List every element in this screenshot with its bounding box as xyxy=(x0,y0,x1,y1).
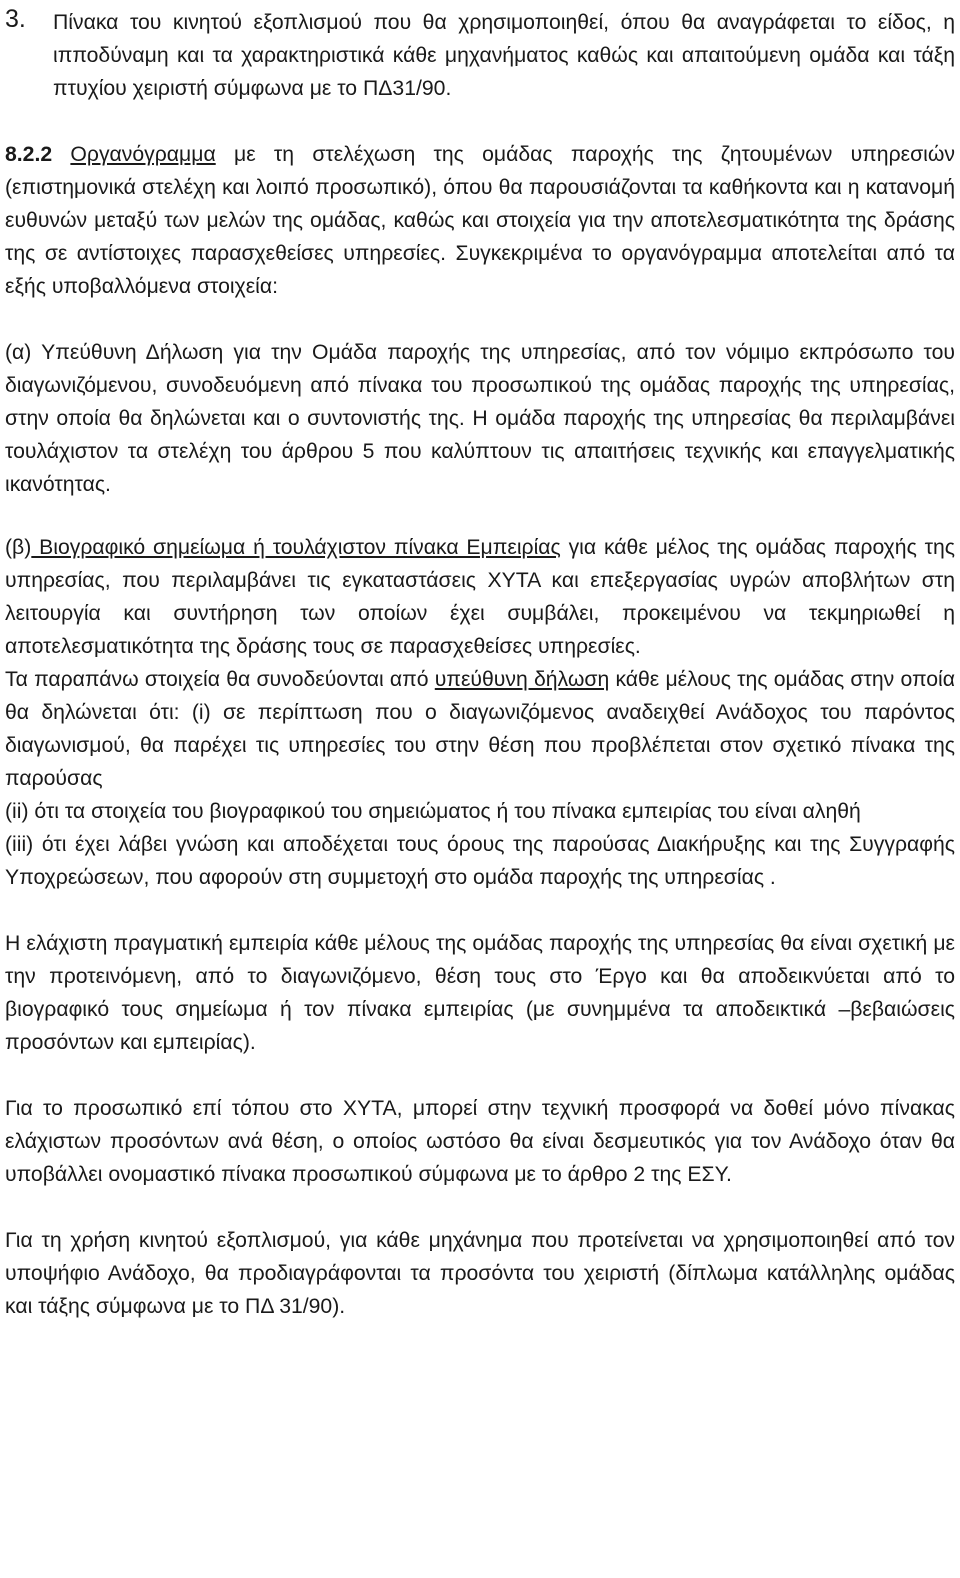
paragraph-iii: (iii) ότι έχει λάβει γνώση και αποδέχεται τους όρους της παρούσας Διακήρυξης και της Συγγραφής Υποχρεώσεων, που αφορούν στη συμμετοχή στο ομάδα παροχής της υπηρεσίας . xyxy=(5,833,955,889)
paragraph-ii: (ii) ότι τα στοιχεία του βιογραφικού του σημειώματος ή του πίνακα εμπειρίας του είναι αληθή xyxy=(5,800,861,823)
section-8-2-2 xyxy=(5,138,955,303)
paragraph-equipment: Για τη χρήση κινητού εξοπλισμού, για κάθε μηχάνημα που προτείνεται να χρησιμοποιηθεί από τον υποψήφιο Ανάδοχο, θα προδιαγράφονται τα προσόντα του χειριστή (δίπλωμα κατάλληλης ομάδας και τάξης σύμφωνα με το ΠΔ 31/90). xyxy=(5,1229,955,1318)
list-item-3 xyxy=(5,6,955,105)
paragraph-min-experience: Η ελάχιστη πραγματική εμπειρία κάθε μέλους της ομάδας παροχής της υπηρεσίας θα είναι σχετική με την προτεινόμενη, από το διαγωνιζόμενο, θέση τους στο Έργο και θα αποδεικνύεται από το βιογραφικό τους σημείωμα ή τον πίνακα εμπειρίας (με συνημμένα τα αποδεικτικά –βεβαιώσεις προσόντων και εμπειρίας). xyxy=(5,932,955,1054)
section-number: 8.2.2 xyxy=(5,143,53,166)
paragraph-staff: Για το προσωπικό επί τόπου στο ΧΥΤΑ, μπορεί στην τεχνική προσφορά να δοθεί μόνο πίνακας ελάχιστων προσόντων ανά θέση, ο οποίος ωστόσο θα είναι δεσμευτικός για τον Ανάδοχο όταν θα υποβάλλει ονομαστικό πίνακα προσωπικού σύμφωνα με το άρθρο 2 της ΕΣΥ. xyxy=(5,1097,955,1186)
paragraph-a: (α) Υπεύθυνη Δήλωση για την Ομάδα παροχής της υπηρεσίας, από τον νόμιμο εκπρόσωπο του διαγωνιζόμενου, συνοδευόμενη από πίνακα του προσωπικού της ομάδας παροχής της υπηρεσίας, στην οποία θα δηλώνεται και ο συντονιστής της. Η ομάδα παροχής της υπηρεσίας θα περιλαμβάνει τουλάχιστον τα στελέχη του άρθρου 5 που καλύπτουν τις απαιτήσεις τεχνικής και επαγγελματικής ικανότητας. xyxy=(5,341,955,496)
paragraph-declaration-underlined: υπεύθυνη δήλωση xyxy=(434,668,610,691)
paragraph-b xyxy=(5,531,955,663)
list-item-text: Πίνακα του κινητού εξοπλισμού που θα χρησιμοποιηθεί, όπου θα αναγράφεται το είδος, η ιπποδύναμη και τα χαρακτηριστικά κάθε μηχανήματος καθώς και απαιτούμενη ομάδα και τάξη πτυχίου χειριστή σύμφωνα με το ΠΔ31/90. xyxy=(53,11,955,100)
paragraph-declaration-before: Τα παραπάνω στοιχεία θα συνοδεύονται από xyxy=(5,668,435,691)
paragraph-b-prefix: (β) xyxy=(5,536,32,559)
document-page xyxy=(0,6,960,1578)
paragraph-declaration xyxy=(5,663,955,795)
paragraph-declaration-after: κάθε μέλους της ομάδας στην οποία θα δηλώνεται ότι: (i) σε περίπτωση που ο διαγωνιζόμενος αναδειχθεί Ανάδοχος του παρόντος διαγωνισμού, θα παρέχει τις υπηρεσίες του στην θέση που προβλέπεται στον σχετικό πίνακα της παρούσας xyxy=(5,668,955,790)
section-text: με τη στελέχωση της ομάδας παροχής της ζητουμένων υπηρεσιών (επιστημονικά στελέχη και λοιπό προσωπικό), όπου θα παρουσιάζονται τα καθήκοντα και η κατανομή ευθυνών μεταξύ των μελών της ομάδας, καθώς και στοιχεία για την αποτελεσματικότητα της δράσης της σε αντίστοιχες παρασχεθείσες υπηρεσίες. Συγκεκριμένα το οργανόγραμμα αποτελείται από τα εξής υποβαλλόμενα στοιχεία: xyxy=(5,143,955,298)
section-title: Οργανόγραμμα xyxy=(70,143,216,166)
paragraph-b-rest: για κάθε μέλος της ομάδας παροχής της υπηρεσίας, που περιλαμβάνει τις εγκαταστάσεις ΧΥΤΑ και επεξεργασίας υγρών αποβλήτων στη λειτουργία και συντήρηση των οποίων έχει συμβάλει, προκειμένου να τεκμηριωθεί η αποτελεσματικότητα της δράσης τους σε παρασχεθείσες υπηρεσίες. xyxy=(5,536,955,658)
paragraph-b-underlined: Βιογραφικό σημείωμα ή τουλάχιστον πίνακα Εμπειρίας xyxy=(31,536,561,559)
list-item-number: 3. xyxy=(5,5,26,33)
